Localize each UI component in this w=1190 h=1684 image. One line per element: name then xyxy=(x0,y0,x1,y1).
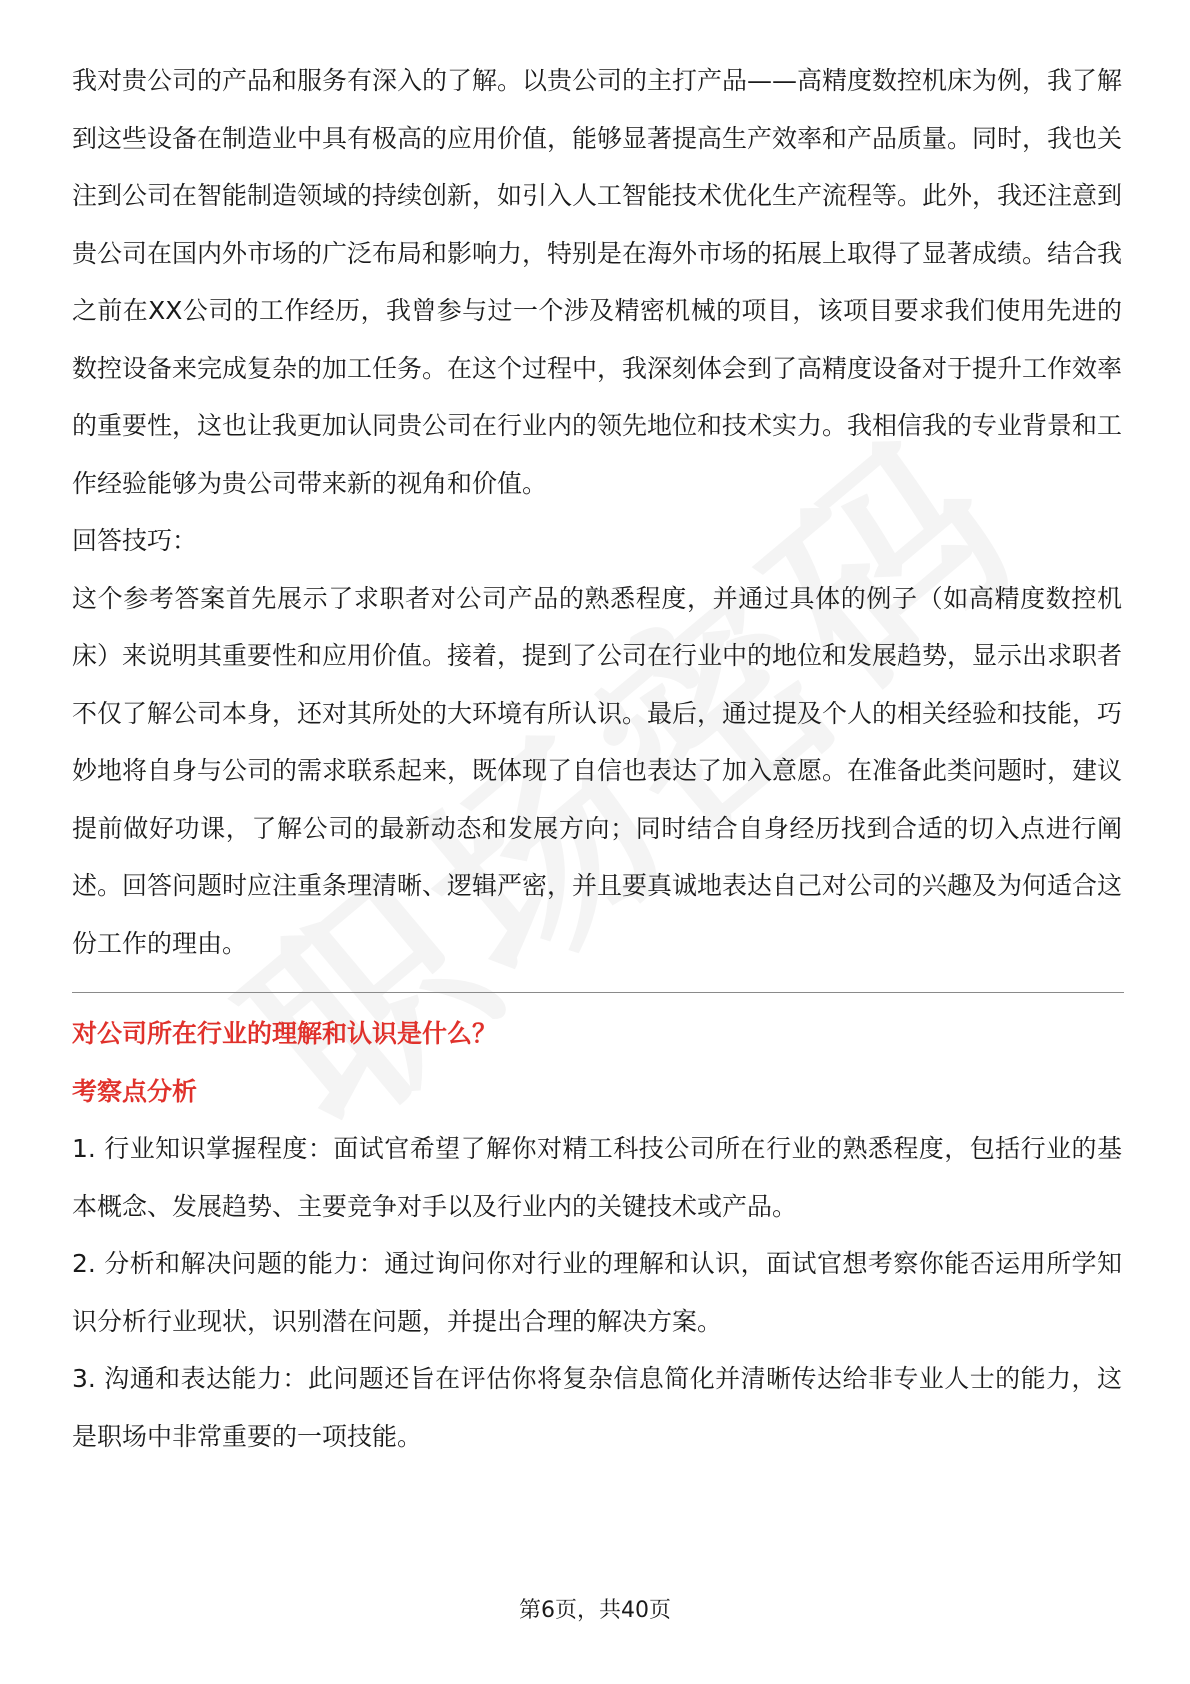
question-heading: 对公司所在行业的理解和认识是什么？ xyxy=(72,1019,498,1048)
analysis-point-2: 2. 分析和解决问题的能力：通过询问你对行业的理解和认识，面试官想考察你能否运用所学知识分析行业现状，识别潜在问题，并提出合理的解决方案。 xyxy=(72,1249,1122,1336)
tips-label: 回答技巧： xyxy=(72,526,198,555)
tips-paragraph: 这个参考答案首先展示了求职者对公司产品的熟悉程度，并通过具体的例子（如高精度数控机床）来说明其重要性和应用价值。接着，提到了公司在行业中的地位和发展趋势，显示出求职者不仅了解公司本身，还对其所处的大环境有所认识。最后，通过提及个人的相关经验和技能，巧妙地将自身与公司的需求联系起来，既体现了自信也表达了加入意愿。在准备此类问题时，建议提前做好功课，了解公司的最新动态和发展方向；同时结合自身经历找到合适的切入点进行阐述。回答问题时应注重条理清晰、逻辑严密，并且要真诚地表达自己对公司的兴趣及为何适合这份工作的理由。 xyxy=(72,583,1123,958)
analysis-point-3: 3. 沟通和表达能力：此问题还旨在评估你将复杂信息简化并清晰传达给非专业人士的能力，这是职场中非常重要的一项技能。 xyxy=(72,1364,1122,1451)
answer-paragraph: 我对贵公司的产品和服务有深入的了解。以贵公司的主打产品——高精度数控机床为例，我了解到这些设备在制造业中具有极高的应用价值，能够显著提高生产效率和产品质量。同时，我也关注到公司在智能制造领域的持续创新，如引入人工智能技术优化生产流程等。此外，我还注意到贵公司在国内外市场的广泛布局和影响力，特别是在海外市场的拓展上取得了显著成绩。结合我之前在XX公司的工作经历，我曾参与过一个涉及精密机械的项目，该项目要求我们使用先进的数控设备来完成复杂的加工任务。在这个过程中，我深刻体会到了高精度设备对于提升工作效率的重要性，这也让我更加认同贵公司在行业内的领先地位和技术实力。我相信我的专业背景和工作经验能够为贵公司带来新的视角和价值。 xyxy=(72,66,1123,498)
page-footer: 第6页，共40页 xyxy=(519,1598,671,1623)
section-divider xyxy=(72,992,1124,993)
analysis-point-1: 1. 行业知识掌握程度：面试官希望了解你对精工科技公司所在行业的熟悉程度，包括行业的基本概念、发展趋势、主要竞争对手以及行业内的关键技术或产品。 xyxy=(72,1134,1122,1221)
analysis-heading: 考察点分析 xyxy=(72,1076,198,1106)
page-content xyxy=(72,52,1122,1465)
